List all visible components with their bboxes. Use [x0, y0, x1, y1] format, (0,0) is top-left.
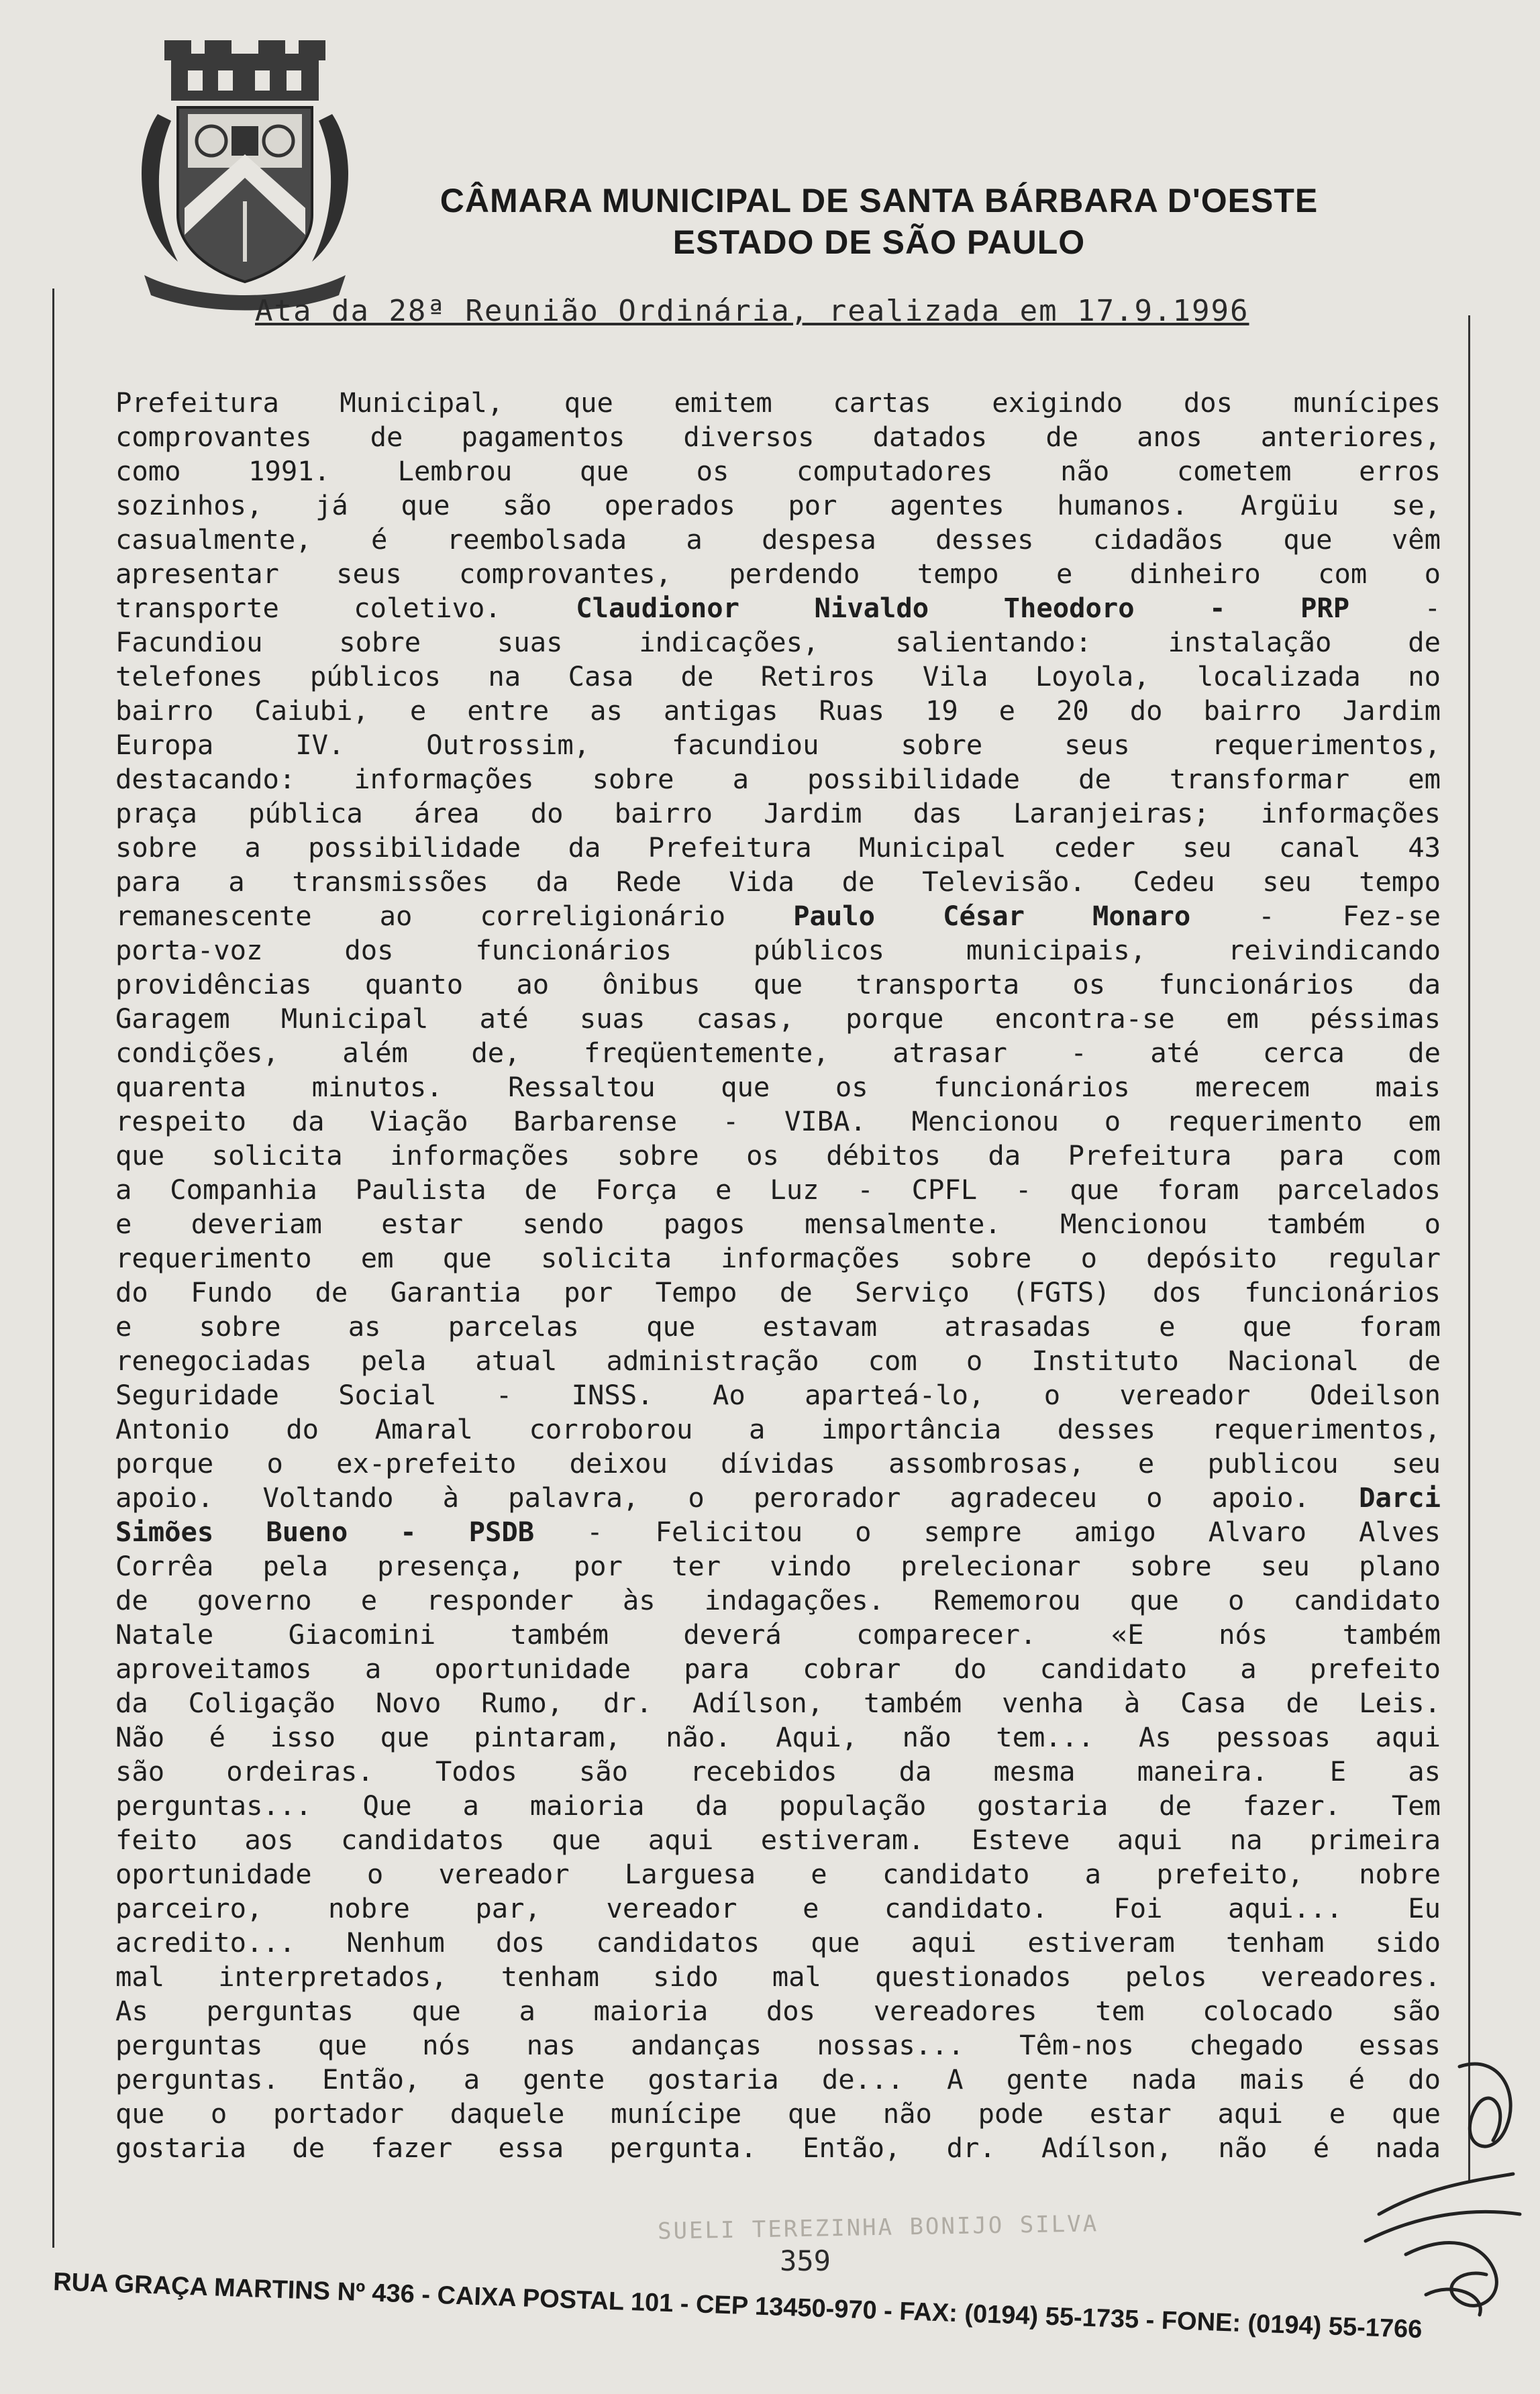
body-line: que o portador daquele munícipe que não pode estar aqui e que [115, 2097, 1441, 2130]
ghost-stamp-text: SUELI TEREZINHA BONIJO SILVA [657, 2210, 1099, 2245]
body-line: porque o ex-prefeito deixou dívidas assombrosas, e publicou seu [115, 1447, 1441, 1479]
body-line: providências quanto ao ônibus que transporta os funcionários da [115, 968, 1441, 1000]
body-line: e deveriam estar sendo pagos mensalmente. Mencionou também o [115, 1208, 1441, 1240]
body-line: acredito... Nenhum dos candidatos que aqui estiveram tenham sido [115, 1926, 1441, 1959]
body-line: comprovantes de pagamentos diversos datados de anos anteriores, [115, 421, 1441, 453]
body-line: são ordeiras. Todos são recebidos da mesma maneira. E as [115, 1755, 1441, 1787]
body-line: perguntas que nós nas andanças nossas... Têm-nos chegado essas [115, 2029, 1441, 2061]
body-line: remanescente ao correligionário Paulo César Monaro - Fez-se [115, 900, 1441, 932]
body-line: transporte coletivo. Claudionor Nivaldo Theodoro - PRP - [115, 592, 1441, 624]
body-line: Garagem Municipal até suas casas, porque encontra-se em péssimas [115, 1002, 1441, 1035]
body-line: apoio. Voltando à palavra, o perorador agradeceu o apoio. Darci [115, 1481, 1441, 1514]
body-line: porta-voz dos funcionários públicos municipais, reivindicando [115, 934, 1441, 966]
speaker-name: Claudionor Nivaldo Theodoro - PRP [576, 592, 1350, 624]
speaker-name: Paulo César Monaro [793, 900, 1191, 932]
body-line: Natale Giacomini também deverá comparecer. «E nós também [115, 1618, 1441, 1651]
footer-address: RUA GRAÇA MARTINS Nº 436 - CAIXA POSTAL 101 - CEP 13450-970 - FAX: (0194) 55-1735 - FONE: (0194) 55-1766 [52, 2268, 1423, 2344]
body-line: a Companhia Paulista de Força e Luz - CPFL - que foram parcelados [115, 1174, 1441, 1206]
body-line: praça pública área do bairro Jardim das Laranjeiras; informações [115, 797, 1441, 829]
body-line: Facundiou sobre suas indicações, salientando: instalação de [115, 626, 1441, 658]
body-line: sozinhos, já que são operados por agentes humanos. Argüiu se, [115, 489, 1441, 521]
body-line: do Fundo de Garantia por Tempo de Serviço (FGTS) dos funcionários [115, 1276, 1441, 1308]
body-line: Prefeitura Municipal, que emitem cartas exigindo dos munícipes [115, 386, 1441, 419]
minutes-title: Ata da 28ª Reunião Ordinária, realizada em 17.9.1996 [255, 294, 1249, 328]
body-line: parceiro, nobre par, vereador e candidato. Foi aqui... Eu [115, 1892, 1441, 1924]
body-line: como 1991. Lembrou que os computadores não cometem erros [115, 455, 1441, 487]
organization-state: ESTADO DE SÃO PAULO [672, 223, 1086, 261]
body-line: requerimento em que solicita informações sobre o depósito regular [115, 1242, 1441, 1274]
page-number: 359 [780, 2244, 831, 2277]
body-line: mal interpretados, tenham sido mal questionados pelos vereadores. [115, 1961, 1441, 1993]
body-line: quarenta minutos. Ressaltou que os funcionários merecem mais [115, 1071, 1441, 1103]
body-line: da Coligação Novo Rumo, dr. Adílson, também venha à Casa de Leis. [115, 1687, 1441, 1719]
body-line: renegociadas pela atual administração com o Instituto Nacional de [115, 1345, 1441, 1377]
body-line: aproveitamos a oportunidade para cobrar do candidato a prefeito [115, 1653, 1441, 1685]
left-margin-line [52, 289, 54, 2248]
body-line: gostaria de fazer essa pergunta. Então, dr. Adílson, não é nada [115, 2132, 1441, 2164]
body-line: para a transmissões da Rede Vida de Televisão. Cedeu seu tempo [115, 866, 1441, 898]
right-margin-line [1468, 315, 1470, 2181]
body-line: Seguridade Social - INSS. Ao aparteá-lo, o vereador Odeilson [115, 1379, 1441, 1411]
body-line: de governo e responder às indagações. Rememorou que o candidato [115, 1584, 1441, 1616]
body-line: apresentar seus comprovantes, perdendo tempo e dinheiro com o [115, 558, 1441, 590]
speaker-name: Simões Bueno - PSDB [115, 1516, 535, 1548]
body-line: perguntas... Que a maioria da população gostaria de fazer. Tem [115, 1789, 1441, 1822]
body-line: feito aos candidatos que aqui estiveram. Esteve aqui na primeira [115, 1824, 1441, 1856]
body-line: Corrêa pela presença, por ter vindo prelecionar sobre seu plano [115, 1550, 1441, 1582]
speaker-name: Darci [1359, 1481, 1441, 1514]
body-line: sobre a possibilidade da Prefeitura Municipal ceder seu canal 43 [115, 831, 1441, 864]
minutes-body-text [115, 386, 1441, 2165]
body-line: Antonio do Amaral corroborou a importância desses requerimentos, [115, 1413, 1441, 1445]
body-line: Europa IV. Outrossim, facundiou sobre seus requerimentos, [115, 729, 1441, 761]
body-line: destacando: informações sobre a possibilidade de transformar em [115, 763, 1441, 795]
body-line: Simões Bueno - PSDB - Felicitou o sempre amigo Alvaro Alves [115, 1516, 1441, 1548]
coat-of-arms-icon [131, 40, 359, 315]
signature-icon [1325, 2013, 1527, 2335]
body-line: respeito da Viação Barbarense - VIBA. Mencionou o requerimento em [115, 1105, 1441, 1137]
body-line: que solicita informações sobre os débitos da Prefeitura para com [115, 1139, 1441, 1172]
body-line: As perguntas que a maioria dos vereadores tem colocado são [115, 1995, 1441, 2027]
body-line: condições, além de, freqüentemente, atrasar - até cerca de [115, 1037, 1441, 1069]
organization-name: CÂMARA MUNICIPAL DE SANTA BÁRBARA D'OESTE [440, 182, 1319, 219]
body-line: perguntas. Então, a gente gostaria de... A gente nada mais é do [115, 2063, 1441, 2095]
body-line: oportunidade o vereador Larguesa e candidato a prefeito, nobre [115, 1858, 1441, 1890]
body-line: telefones públicos na Casa de Retiros Vila Loyola, localizada no [115, 660, 1441, 692]
body-line: e sobre as parcelas que estavam atrasadas e que foram [115, 1310, 1441, 1343]
body-line: Não é isso que pintaram, não. Aqui, não tem... As pessoas aqui [115, 1721, 1441, 1753]
body-line: bairro Caiubi, e entre as antigas Ruas 19 e 20 do bairro Jardim [115, 694, 1441, 727]
body-line: casualmente, é reembolsada a despesa desses cidadãos que vêm [115, 523, 1441, 556]
